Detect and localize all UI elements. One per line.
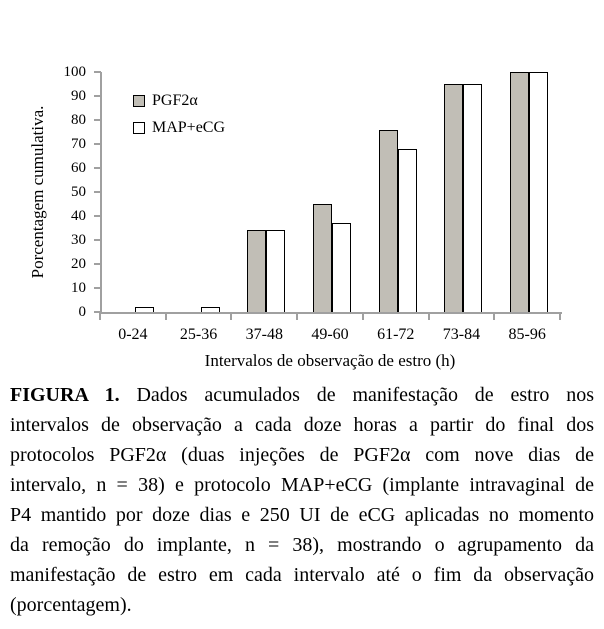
y-tick-label: 10	[71, 280, 86, 296]
category-group-49-60	[299, 72, 365, 312]
x-tick-mark	[362, 313, 364, 320]
legend	[133, 92, 225, 146]
x-tick-mark	[99, 313, 101, 320]
legend-swatch-icon	[133, 95, 145, 107]
y-tick-label: 20	[71, 256, 86, 272]
legend-label: PGF2α	[152, 92, 198, 109]
x-axis-ticks	[100, 314, 560, 322]
caption-line: da remoção do implante, n = 38), mostrando o agrupamento da	[10, 534, 594, 556]
x-tick-label-73-84: 73-84	[442, 326, 481, 343]
category-group-37-48	[233, 72, 299, 312]
legend-label: MAP+eCG	[152, 119, 226, 136]
y-tick-label: 80	[71, 112, 86, 128]
bar-PGF2α-85-96	[510, 72, 529, 312]
x-tick-label-0-24: 0-24	[118, 326, 148, 343]
caption-line: intervalo, n = 38) e protocolo MAP+eCG (implante intravaginal de	[10, 474, 594, 496]
y-tick-label: 90	[71, 88, 86, 104]
category-group-85-96	[496, 72, 562, 312]
caption-figure-label: FIGURA 1.	[10, 384, 120, 406]
caption-line: (porcentagem).	[10, 594, 132, 616]
x-axis-title: Intervalos de observação de estro (h)	[204, 351, 456, 370]
bar-PGF2α-49-60	[313, 204, 332, 312]
x-tick-mark	[559, 313, 561, 320]
bar-PGF2α-37-48	[247, 230, 266, 312]
y-tick-label: 30	[71, 232, 86, 248]
x-tick-mark	[165, 313, 167, 320]
bar-MAP+eCG-61-72	[398, 149, 417, 312]
caption-line: protocolos PGF2α (duas injeções de PGF2α com nove dias de	[10, 444, 594, 466]
x-tick-label-85-96: 85-96	[508, 326, 546, 343]
y-tick-label: 50	[71, 184, 86, 200]
y-tick-label: 100	[63, 64, 86, 80]
figure-caption	[10, 380, 594, 620]
plot-area	[100, 72, 562, 314]
category-group-61-72	[365, 72, 431, 312]
y-tick-label: 70	[71, 136, 86, 152]
x-tick-mark	[428, 313, 430, 320]
bar-MAP+eCG-73-84	[463, 84, 482, 312]
legend-swatch-icon	[133, 122, 145, 134]
caption-line: FIGURA 1. Dados acumulados de manifestação de estro nos	[10, 384, 594, 406]
legend-item-PGF2α	[133, 92, 225, 110]
caption-line: P4 mantido por doze dias e 250 UI de eCG aplicadas no momento	[10, 504, 594, 526]
caption-line: intervalos de observação a cada doze horas a partir do final dos	[10, 414, 594, 436]
bar-PGF2α-73-84	[444, 84, 463, 312]
bar-MAP+eCG-37-48	[266, 230, 285, 312]
caption-line: manifestação de estro em cada intervalo até o fim da observação	[10, 564, 594, 586]
x-tick-mark	[296, 313, 298, 320]
x-tick-label-25-36: 25-36	[179, 326, 218, 343]
x-tick-mark	[230, 313, 232, 320]
bar-MAP+eCG-0-24	[135, 307, 154, 312]
bar-MAP+eCG-85-96	[529, 72, 548, 312]
category-group-73-84	[431, 72, 497, 312]
y-axis-title: Porcentagem cumulativa.	[28, 105, 47, 279]
legend-item-MAP+eCG	[133, 119, 225, 137]
bar-MAP+eCG-49-60	[332, 223, 351, 312]
x-tick-label-61-72: 61-72	[377, 326, 415, 343]
x-axis-labels	[100, 326, 560, 344]
y-tick-label: 60	[71, 160, 86, 176]
x-tick-label-37-48: 37-48	[245, 326, 283, 343]
x-tick-label-49-60: 49-60	[311, 326, 349, 343]
y-tick-label: 40	[71, 208, 86, 224]
y-tick-label: 0	[78, 304, 86, 320]
bar-MAP+eCG-25-36	[201, 307, 220, 312]
bar-PGF2α-61-72	[379, 130, 398, 312]
x-tick-mark	[493, 313, 495, 320]
y-axis-ticks	[0, 64, 100, 320]
